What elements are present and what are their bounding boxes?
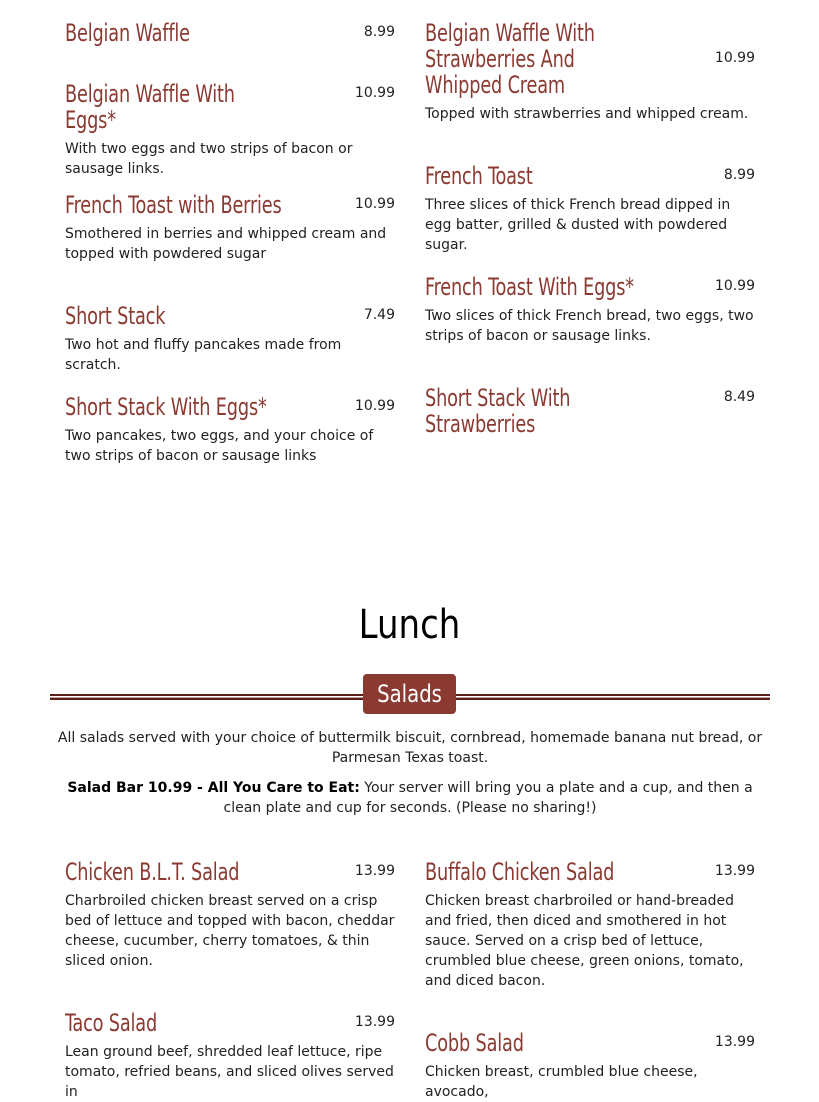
- salads-section-label: Salads: [377, 680, 442, 708]
- item-price: 13.99: [354, 1014, 395, 1030]
- menu-item: [65, 303, 395, 375]
- item-name: Short Stack: [65, 302, 166, 330]
- item-description: Chicken breast, crumbled blue cheese, avocado,: [425, 1064, 698, 1100]
- menu-item: [425, 274, 755, 346]
- item-name: Chicken B.L.T. Salad: [65, 858, 240, 886]
- menu-item: [65, 394, 395, 466]
- item-price: 8.49: [723, 389, 755, 405]
- item-price: 8.99: [363, 24, 395, 40]
- item-name: Short Stack With Strawberries: [425, 384, 571, 438]
- item-description: Chicken breast charbroiled or hand-breaded and fried, then diced and smothered in hot sauce. Served on a crisp bed of lettuce, crumbled blue cheese, green onions, tomato, and diced bacon.: [425, 893, 744, 989]
- menu-item: [65, 20, 395, 46]
- salads-section-badge: [363, 674, 456, 714]
- item-price: 10.99: [354, 398, 395, 414]
- menu-item: [65, 81, 395, 179]
- menu-item: [65, 192, 395, 264]
- item-name: Short Stack With Eggs*: [65, 393, 267, 421]
- item-description: Topped with strawberries and whipped cream.: [425, 106, 749, 122]
- item-price: 13.99: [714, 1034, 755, 1050]
- item-price: 10.99: [354, 85, 395, 101]
- salad-bar-note: [55, 778, 765, 818]
- item-name: Belgian Waffle: [65, 19, 190, 47]
- item-name: Buffalo Chicken Salad: [425, 858, 615, 886]
- item-price: 13.99: [714, 863, 755, 879]
- item-price: 8.99: [723, 167, 755, 183]
- item-name: Belgian Waffle With Strawberries And Whipped Cream: [425, 19, 595, 99]
- item-name: French Toast With Eggs*: [425, 273, 634, 301]
- item-price: 7.49: [363, 307, 395, 323]
- item-name: Belgian Waffle With Eggs*: [65, 80, 235, 134]
- item-description: Two slices of thick French bread, two eggs, two strips of bacon or sausage links.: [425, 308, 754, 344]
- menu-item: [65, 1010, 395, 1102]
- lunch-heading: Lunch: [358, 602, 461, 648]
- item-name: French Toast: [425, 162, 533, 190]
- item-price: 10.99: [714, 278, 755, 294]
- salad-bar-label: Salad Bar 10.99 - All You Care to Eat:: [67, 780, 360, 796]
- salad-bar-text: Your server will bring you a plate and a cup, and then a clean plate and cup for seconds. (Please no sharing!): [223, 780, 753, 816]
- menu-item: [425, 1030, 755, 1102]
- item-price: 10.99: [714, 50, 755, 66]
- item-name: Taco Salad: [65, 1009, 158, 1037]
- menu-item: [425, 385, 755, 437]
- item-price: 10.99: [354, 196, 395, 212]
- item-description: Smothered in berries and whipped cream and topped with powdered sugar: [65, 226, 387, 262]
- item-description: Two pancakes, two eggs, and your choice of two strips of bacon or sausage links: [65, 428, 374, 464]
- menu-item: [425, 163, 755, 255]
- item-description: Lean ground beef, shredded leaf lettuce, ripe tomato, refried beans, and sliced olives served in: [65, 1044, 394, 1100]
- item-name: Cobb Salad: [425, 1029, 524, 1057]
- item-price: 13.99: [354, 863, 395, 879]
- item-description: Two hot and fluffy pancakes made from scratch.: [65, 337, 342, 373]
- item-description: With two eggs and two strips of bacon or sausage links.: [65, 141, 353, 177]
- item-description: Charbroiled chicken breast served on a crisp bed of lettuce and topped with bacon, cheddar cheese, cucumber, cherry tomatoes, & thin sliced onion.: [65, 893, 395, 969]
- item-description: Three slices of thick French bread dipped in egg batter, grilled & dusted with powdered sugar.: [425, 197, 731, 253]
- menu-item: [65, 859, 395, 971]
- menu-item: [425, 20, 755, 124]
- item-name: French Toast with Berries: [65, 191, 282, 219]
- menu-item: [425, 859, 755, 991]
- salads-note: All salads served with your choice of buttermilk biscuit, cornbread, homemade banana nut bread, or Parmesan Texas toast.: [57, 730, 763, 766]
